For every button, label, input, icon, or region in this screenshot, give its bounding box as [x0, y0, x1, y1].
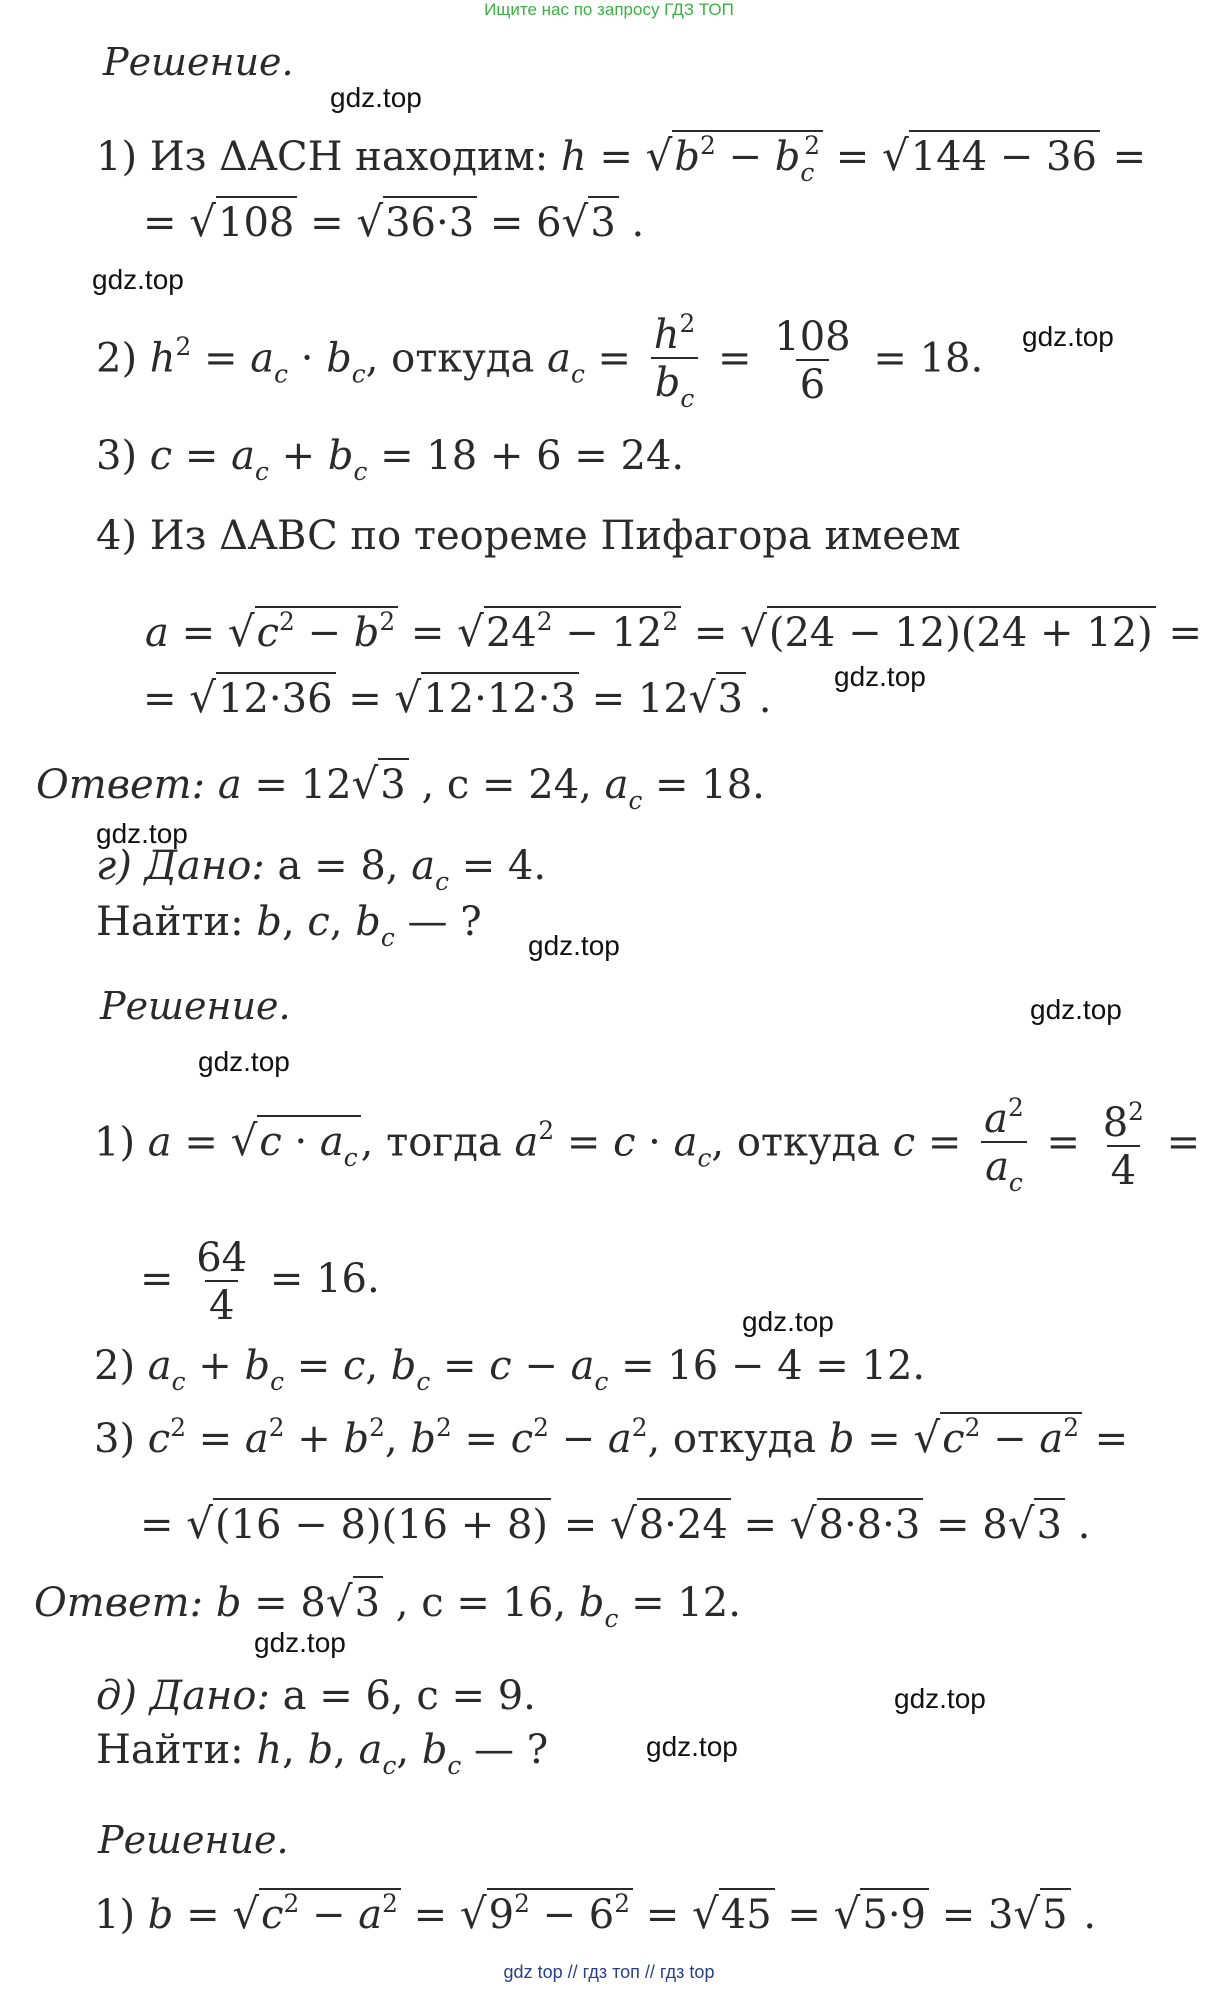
watermark: gdz.top	[742, 1306, 834, 1337]
step4-v-cont: = √12·36 = √12·12·3 = 12√3 .	[143, 673, 772, 722]
step2-g: 2) $a_c + b_c = c$, $b_c = c - a_c = 16 - 4 = 12$.	[94, 1343, 926, 1397]
step3-v: 3) $c = a_c + b_c = 18 + 6 = 24$.	[96, 433, 685, 487]
step1-g-cont: = $\frac{64}{4}$ = 16.	[140, 1235, 380, 1329]
watermark: gdz.top	[254, 1627, 346, 1658]
solution-heading-v: Решение.	[103, 40, 294, 84]
step4-v: 4) Из ΔABC по теореме Пифагора имеем	[96, 513, 961, 559]
step1-v-text: 1) Из ΔACH находим:	[96, 134, 549, 181]
bottom-banner[interactable]: gdz top // гдз топ // гдз top	[503, 1962, 715, 1982]
watermark: gdz.top	[528, 930, 620, 961]
answer-v: Ответ: a = 12√3 , c = 24, $a_c = 18$.	[36, 759, 765, 816]
watermark: gdz.top	[834, 661, 926, 692]
step1-d: 1) $b = √c^2 - a^2 = √9^2 - 6^2 = √45 = √5\cdot 9 = 3√5$ .	[94, 1889, 1097, 1939]
watermark: gdz.top	[198, 1046, 290, 1077]
watermark: gdz.top	[894, 1683, 986, 1714]
step1-g: 1) $a = √c \cdot a_c$, тогда $a^2 = c \cdot a_c$, откуда c = $\frac{a^2}{a_c}$ = $\frac{8^2}{4}$ =	[94, 1093, 1201, 1198]
watermark: gdz.top	[92, 264, 184, 295]
step3-g: 3) $c^2 = a^2 + b^2$, $b^2 = c^2 - a^2$, откуда $b = √c^2 - a^2$ =	[94, 1413, 1129, 1463]
watermark: gdz.top	[1022, 321, 1114, 352]
watermark: gdz.top	[330, 82, 422, 113]
step1-v-cont: = √108 = √36·3 = 6√3 .	[143, 197, 645, 246]
watermark: gdz.top	[1030, 994, 1122, 1025]
watermark: gdz.top	[96, 818, 188, 849]
given-g: г) Дано: a = 8, $a_c = 4$.	[96, 843, 547, 897]
solution-heading-g: Решение.	[100, 984, 291, 1028]
watermark: gdz.top	[646, 1731, 738, 1762]
step2-v: 2) $h^2 = a_c \cdot b_c$, откуда $a_c$ = $\frac{h^2}{b_c}$ = $\frac{108}{6}$ = 18.	[96, 309, 984, 414]
fraction-a2-ac: $\frac{a^2}{a_c}$	[980, 1094, 1028, 1197]
fraction-64-4: $\frac{64}{4}$	[196, 1235, 248, 1329]
given-d: д) Дано: a = 6, c = 9.	[96, 1673, 536, 1719]
step3-g-cont: = √(16 − 8)(16 + 8) = √8·24 = √8·8·3 = 8√3 .	[140, 1499, 1091, 1548]
find-d: Найти: h, b, $a_c$, $b_c$ — ?	[96, 1727, 549, 1781]
step4-v-formula: $a = √c^2 - b^2 = √24^2 - 12^2 = √(24 - 12)(24 + 12)$ =	[145, 607, 1202, 657]
solution-heading-d: Решение.	[98, 1818, 289, 1862]
find-g: Найти: b, c, $b_c$ — ?	[96, 899, 482, 953]
answer-g: Ответ: b = 8√3 , c = 16, $b_c = 12$.	[34, 1577, 741, 1634]
fraction-82-4: $\frac{8^2}{4}$	[1102, 1096, 1144, 1194]
top-banner[interactable]: Ищите нас по запросу ГДЗ ТОП	[484, 0, 734, 19]
fraction-108-6: $\frac{108}{6}$	[774, 314, 851, 409]
fraction-h2-bc: $\frac{h^2}{b_c}$	[650, 310, 700, 413]
step1-v: 1) Из ΔACH находим: $h = √b^2 - b_c^2 = √144 - 36$ =	[96, 131, 1147, 188]
